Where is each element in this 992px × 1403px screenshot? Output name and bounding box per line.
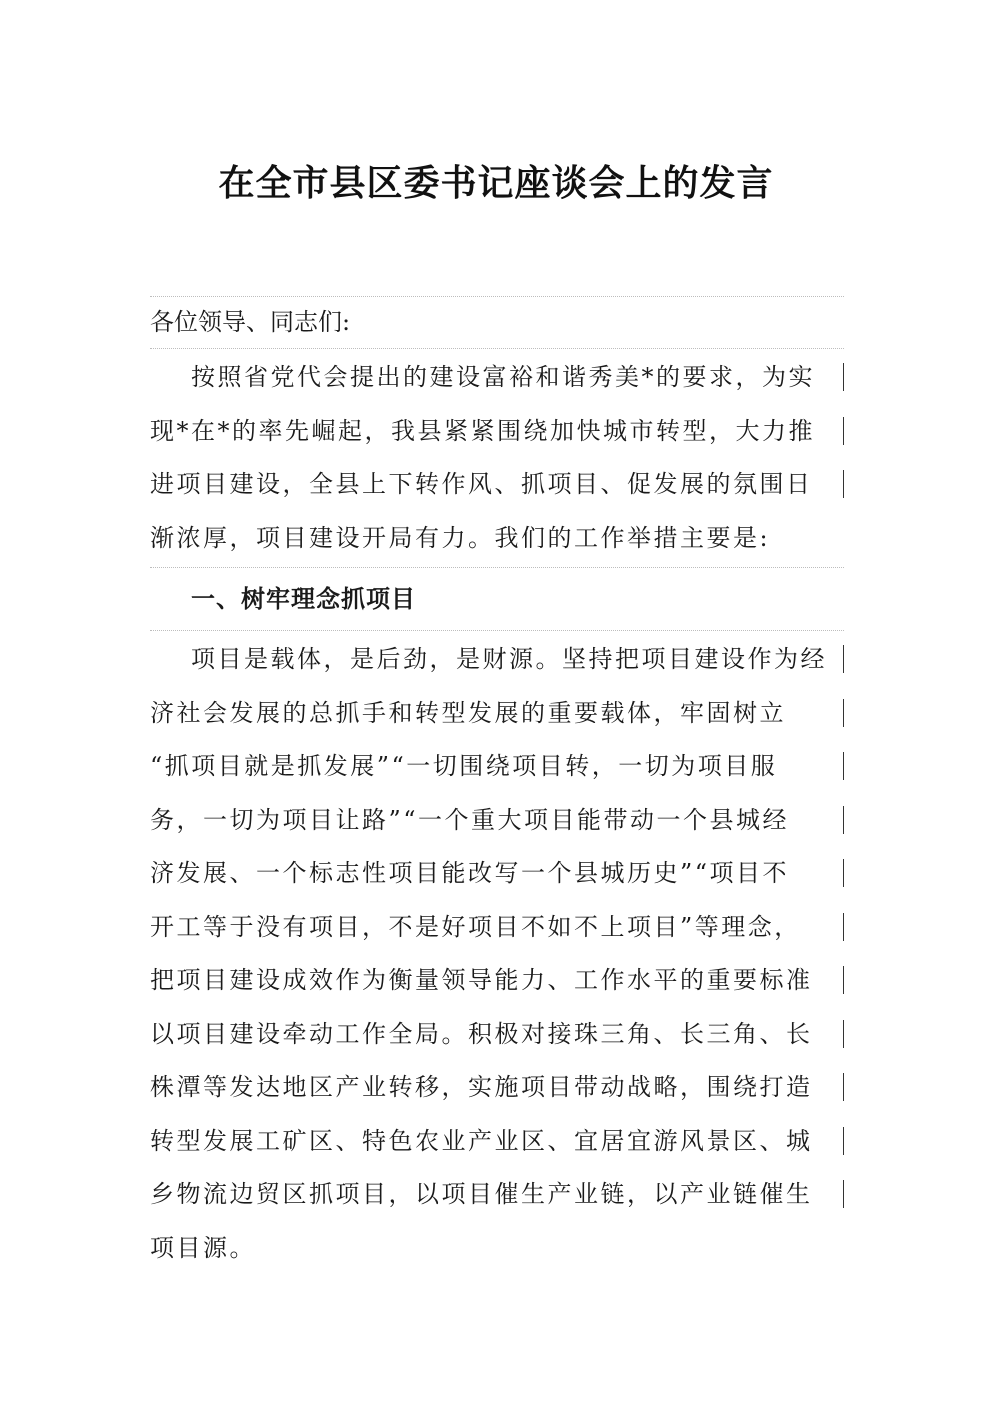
paragraph-2 [150,631,844,1277]
paragraph-line: 开工等于没有项目，不是好项目不如不上项目”等理念， [150,901,844,955]
paragraph-line: 济社会发展的总抓手和转型发展的重要载体，牢固树立 [150,687,844,741]
paragraph-1 [150,349,844,568]
document-body [150,296,844,1277]
paragraph-line: 项目源。 [150,1233,256,1262]
salutation: 各位领导、同志们: [150,296,844,349]
paragraph-line: 乡物流边贸区抓项目，以项目催生产业链，以产业链催生 [150,1168,844,1222]
paragraph-line: 渐浓厚，项目建设开局有力。我们的工作举措主要是: [150,523,771,552]
document-title: 在全市县区委书记座谈会上的发言 [218,162,774,204]
section-heading: 一、树牢理念抓项目 [150,568,844,631]
paragraph-line: 务，一切为项目让路”“一个重大项目能带动一个县城经 [150,794,844,848]
paragraph-line: 按照省党代会提出的建设富裕和谐秀美*的要求，为实 [150,351,844,405]
paragraph-line: 把项目建设成效作为衡量领导能力、工作水平的重要标准 [150,954,844,1008]
paragraph-line: 现*在*的率先崛起，我县紧紧围绕加快城市转型，大力推 [150,405,844,459]
paragraph-line: 以项目建设牵动工作全局。积极对接珠三角、长三角、长 [150,1008,844,1062]
paragraph-line: 转型发展工矿区、特色农业产业区、宜居宜游风景区、城 [150,1115,844,1169]
paragraph-line: 济发展、一个标志性项目能改写一个县城历史”“项目不 [150,847,844,901]
paragraph-line: 项目是载体，是后劲，是财源。坚持把项目建设作为经 [150,633,844,687]
paragraph-line: 进项目建设，全县上下转作风、抓项目、促发展的氛围日 [150,458,844,512]
paragraph-line: 株潭等发达地区产业转移，实施项目带动战略，围绕打造 [150,1061,844,1115]
paragraph-line: “抓项目就是抓发展”“一切围绕项目转，一切为项目服 [150,740,844,794]
